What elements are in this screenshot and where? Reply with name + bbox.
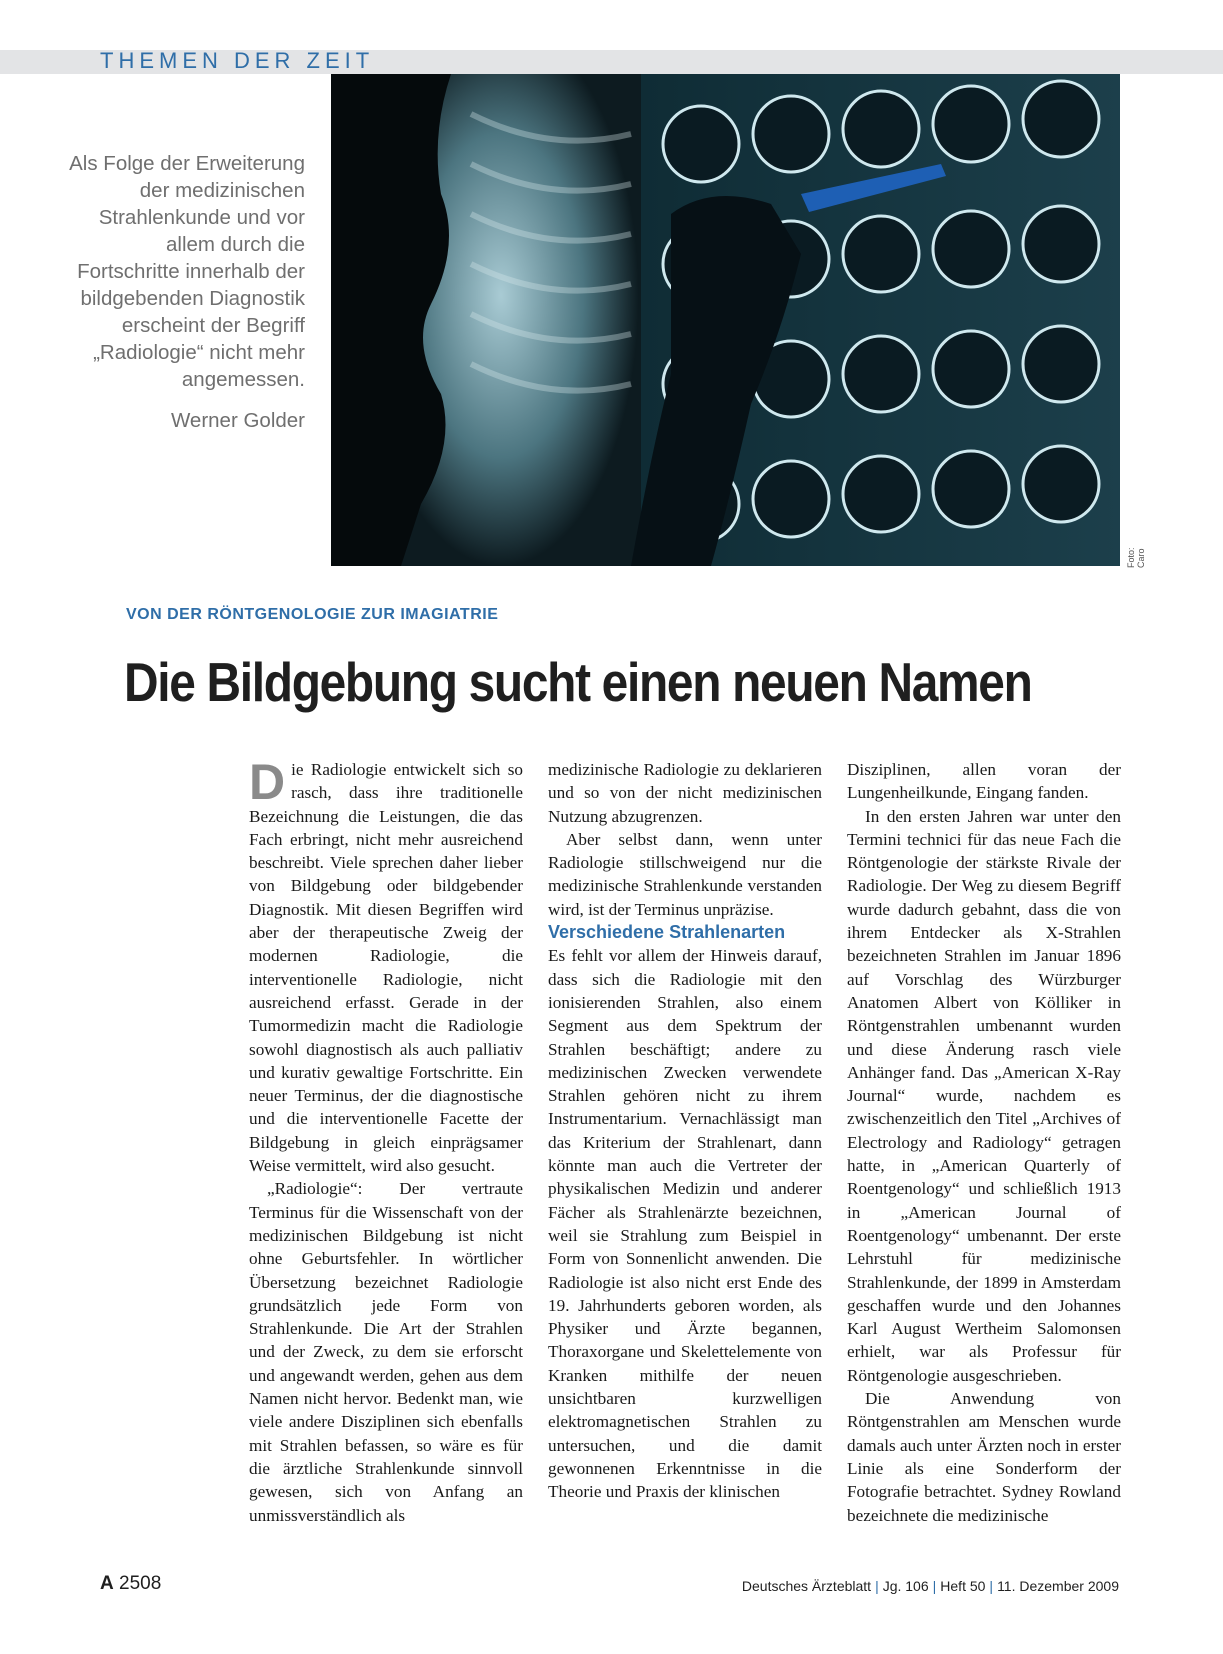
article-headline: Die Bildgebung sucht einen neuen Namen — [124, 651, 1032, 713]
dropcap: D — [249, 754, 286, 810]
article-column-3 — [847, 758, 1121, 1527]
article-column-2 — [548, 758, 822, 1504]
paragraph: Die Anwendung von Röntgenstrahlen am Menschen wurde damals auch unter Ärzten noch in erster Linie als eine Sonderform der Fotografie betrachtet. Sydney Rowland bezeichnete die medizinische — [847, 1389, 1121, 1525]
article-photo — [331, 74, 1120, 566]
page-number — [100, 1573, 161, 1595]
journal-volume: Jg. 106 — [882, 1578, 929, 1594]
paragraph: Aber selbst dann, wenn unter Radiologie stillschweigend nur die medizinische Strahlenkunde verstanden wird, ist der Terminus unpräzise. — [548, 829, 822, 919]
page-prefix: A — [100, 1573, 114, 1594]
section-label: THEMEN DER ZEIT — [100, 48, 375, 73]
journal-info: Deutsches Ärzteblatt | Jg. 106 | Heft 50 | 11. Dezember 2009 — [741, 1578, 1119, 1594]
journal-date: 11. Dezember 2009 — [997, 1578, 1119, 1594]
paragraph: Disziplinen, allen voran der Lungenheilkunde, Eingang fanden. — [847, 760, 1121, 803]
pull-quote-author: Werner Golder — [170, 409, 305, 432]
journal-name: Deutsches Ärzteblatt — [741, 1578, 872, 1594]
paragraph: Die Radiologie entwickelt sich so rasch, dass ihre traditionelle Bezeichnung die Leistungen, die das Fach erbringt, nicht mehr ausreichend beschreibt. Viele sprechen daher lieber von Bildgebung oder bildgebender Diagnostik. Mit diesen Begriffen wird aber der therapeutische Zweig der modernen Radiologie, die interventionelle Radiologie, nicht ausreichend erfasst. Gerade in der Tumormedizin macht die Radiologie sowohl diagnostisch als auch palliativ und kurativ gewaltige Fortschritte. Ein neuer Terminus, der die diagnostische und die interventionelle Facette der Bildgebung in gleich einprägsamer Weise vermittelt, wird also gesucht. — [249, 754, 523, 1176]
pull-quote — [60, 150, 305, 434]
article-kicker: VON DER RÖNTGENOLOGIE ZUR IMAGIATRIE — [126, 606, 499, 623]
paragraph: Es fehlt vor allem der Hinweis darauf, dass sich die Radiologie mit den ionisierenden Strahlen, also einem Segment aus dem Spektrum der Strahlen beschäftigt; andere zu medizinischen Zwecken verwendete Strahlen gehören nicht zu ihrem Instrumentarium. Vernachlässigt man das Kriterium der Strahlenart, dann könnte man auch die Vertreter der physikalischen Medizin und anderer Fächer als Strahlenärzte bezeichnen, weil sie Strahlung zum Beispiel in Form von Sonnenlicht anwenden. Die Radiologie ist also nicht erst Ende des 19. Jahrhunderts geboren worden, als Physiker und Ärzte begannen, Thoraxorgane und Skelettelemente von Kranken mithilfe der neuen unsichtbaren kurzwelligen elektromagnetischen Strahlen zu untersuchen, und die damit gewonnenen Erkenntnisse in die Theorie und Praxis der klinischen — [548, 946, 822, 1502]
journal-issue: Heft 50 — [940, 1578, 986, 1594]
paragraph: medizinische Radiologie zu deklarieren und so von der nicht medizinischen Nutzung abzugrenzen. — [548, 760, 822, 826]
photo-credit: Foto: Caro — [1126, 547, 1146, 568]
pull-quote-text: Als Folge der Erweiterung der medizinischen Strahlenkunde und vor allem durch die Fortschritte innerhalb der bildgebenden Diagnostik erscheint der Begriff „Radiologie“ nicht mehr angemessen. — [69, 152, 305, 391]
page-number-value: 2508 — [119, 1573, 162, 1594]
subheading: Verschiedene Strahlenarten — [548, 922, 786, 943]
xray-scene-illustration — [331, 74, 1120, 566]
article-column-1 — [249, 754, 523, 1527]
paragraph: „Radiologie“: Der vertraute Terminus für die Wissenschaft von der medizinischen Bildgebung ist nicht ohne Geburtsfehler. In wörtlicher Übersetzung bezeichnet Radiologie grundsätzlich jede Form von Strahlenkunde. Die Art der Strahlen und der Zweck, zu dem sie erforscht und angewandt werden, gehen aus dem Namen nicht hervor. Bedenkt man, wie viele andere Disziplinen sich ebenfalls mit Strahlen befassen, so wäre es für die ärztliche Strahlenkunde sinnvoll gewesen, sich von Anfang an unmissverständlich als — [249, 1179, 523, 1525]
paragraph: In den ersten Jahren war unter den Termini technici für das neue Fach die Röntgenologie der stärkste Rivale der Radiologie. Der Weg zu diesem Begriff wurde dadurch gebahnt, dass die von ihrem Entdecker als X-Strahlen bezeichneten Strahlen im Januar 1896 auf Vorschlag des Würzburger Anatomen Albert von Kölliker in Röntgenstrahlen umbenannt wurden und diese Änderung rasch viele Anhänger fand. Das „American X-Ray Journal“ wurde, nachdem es zwischenzeitlich den Titel „Archives of Electrology and Radiology“ getragen hatte, in „American Quarterly of Roentgenology“ und schließlich 1913 in „American Journal of Roentgenology“ umbenannt. Der erste Lehrstuhl für medizinische Strahlenkunde, der 1899 in Amsterdam geschaffen wurde und den Johannes Karl August Wertheim Salomonsen erhielt, war als Professur für Röntgenologie ausgeschrieben. — [847, 806, 1121, 1385]
